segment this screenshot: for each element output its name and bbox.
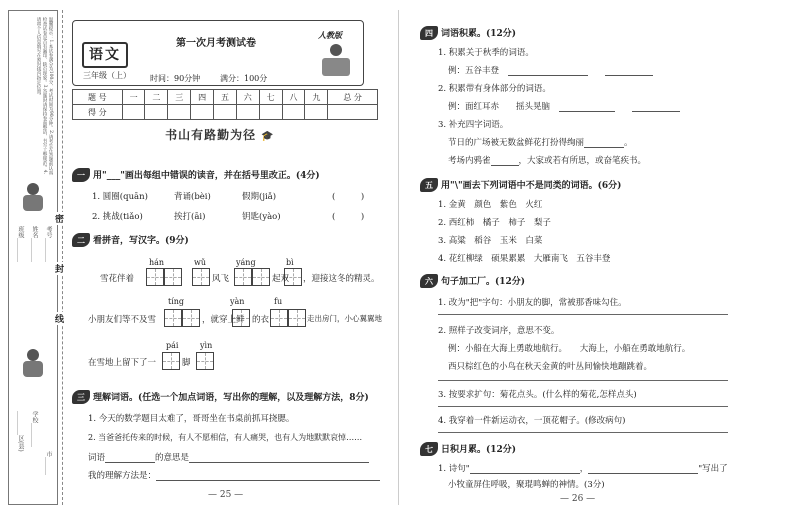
q5-item[interactable]: 4. 花红柳绿 硕果累累 大雁南飞 五谷丰登: [438, 254, 611, 264]
char-box[interactable]: [288, 309, 306, 327]
q4-item-3: 3. 补充四字词语。: [438, 120, 509, 130]
seal-char-mi: 密: [55, 212, 64, 225]
q6-sentence: 西只棕红色的小鸟在秋天金黄的叶丛间愉快地蹦跳着。: [448, 362, 653, 372]
answer-line[interactable]: [438, 406, 728, 407]
q2-text: 脚: [182, 358, 191, 368]
field-school[interactable]: 学校________: [31, 411, 38, 447]
q7-item-1[interactable]: 1. 诗句" ， "写出了: [438, 464, 728, 474]
score-cell[interactable]: [214, 105, 237, 120]
exam-title: 第一次月考测试卷: [176, 38, 256, 49]
answer-line[interactable]: [438, 432, 728, 433]
subject-label: 语文: [82, 42, 128, 68]
field-class[interactable]: 班级________: [17, 226, 24, 262]
q2-text: 小朋友们等不及雪: [88, 315, 157, 325]
q2-text: 走出房门，小心翼翼地: [307, 314, 382, 323]
score-header-cell: 三: [168, 90, 191, 105]
score-header-cell: 九: [305, 90, 328, 105]
score-cell[interactable]: [168, 105, 191, 120]
q5-item[interactable]: 1. 金黄 颜色 紫色 火红: [438, 200, 543, 210]
score-header-cell: 五: [214, 90, 237, 105]
exam-notice: 温馨提示：1.本试卷满分为100分，考试时间为90分钟。2.请考生在答题前认真检查试卷是否有漏印、缺页现象。3.答题时请保持卷面整洁，书写工整规范。4.请将个人信息填写在密封线内指定位置。: [36, 17, 53, 175]
q3-badge: 三: [72, 390, 90, 404]
q4-fill-1[interactable]: 节日的广场被无数盆鲜花打扮得绚丽 。: [448, 138, 633, 148]
page-number-right: — 26 —: [560, 494, 596, 504]
pinyin-yan: yàn: [230, 297, 245, 306]
score-table: [72, 89, 378, 120]
reading-child-illustration: [318, 44, 354, 80]
score-cell[interactable]: [282, 105, 305, 120]
q6-item-2: 2. 照样子改变词序，意思不变。: [438, 326, 560, 336]
char-box[interactable]: [164, 309, 182, 327]
q5-heading: 五 用"\"画去下列词语中不是同类的词语。(6分): [420, 178, 621, 192]
q2-heading: 二 看拼音，写汉字。(9分): [72, 233, 189, 247]
char-box[interactable]: [182, 309, 200, 327]
q6-badge: 六: [420, 274, 438, 288]
char-box[interactable]: [234, 268, 252, 286]
page-number-left: — 25 —: [208, 490, 244, 500]
score-header-cell: 一: [122, 90, 145, 105]
char-box[interactable]: [252, 268, 270, 286]
q4-example-1[interactable]: 例：五谷丰登: [448, 64, 653, 76]
char-box[interactable]: [192, 268, 210, 286]
q4-item-2: 2. 积累带有身体部分的词语。: [438, 84, 551, 94]
answer-line[interactable]: [438, 314, 728, 315]
score-row-label: 得 分: [73, 105, 123, 120]
q6-item-4: 4. 我穿着一件新运动衣，一顶花帽子。(修改病句): [438, 416, 626, 426]
score-cell[interactable]: [236, 105, 259, 120]
q2-text: 雪花伴着: [100, 274, 135, 284]
q4-heading: 四 词语积累。(12分): [420, 26, 516, 40]
field-district[interactable]: ________区(县): [17, 411, 24, 452]
q2-badge: 二: [72, 233, 90, 247]
time-label: 时间：90分钟: [150, 74, 201, 83]
score-cell[interactable]: [328, 105, 378, 120]
q3-item-2: 2. 当爸爸托传来的时候，有人不愿相信，有人痛哭，也有人为地默默哀悼……: [88, 433, 363, 442]
field-city[interactable]: 市______: [45, 451, 52, 475]
q2-text: 的衣: [252, 315, 270, 325]
q6-example: 例：小船在大海上勇敢地航行。 大海上，小船在勇敢地航行。: [448, 344, 691, 354]
char-box[interactable]: [164, 268, 182, 286]
pinyin-han: hán: [149, 258, 165, 267]
q5-item[interactable]: 3. 高粱 稻谷 玉米 白菜: [438, 236, 543, 246]
q4-item-1: 1. 积累关于秋季的词语。: [438, 48, 534, 58]
q2-text: ，就穿上鲜: [202, 315, 245, 325]
score-header-cell: 题 号: [73, 90, 123, 105]
q3-heading: 三 理解词语。(任选一个加点词语，写出你的理解，以及理解方法，8分): [72, 390, 369, 404]
pinyin-ting: tíng: [168, 297, 185, 306]
score-cell[interactable]: [145, 105, 168, 120]
score-cell[interactable]: [305, 105, 328, 120]
q1-answer-2[interactable]: ( ): [332, 212, 365, 222]
edition-label: 人教版: [318, 30, 342, 40]
graduation-cap-icon: 🎓: [261, 131, 275, 142]
q7-badge: 七: [420, 442, 438, 456]
score-cell[interactable]: [191, 105, 214, 120]
score-header-cell: 四: [191, 90, 214, 105]
score-header-cell: 八: [282, 90, 305, 105]
q5-item[interactable]: 2. 西红柿 橘子 柿子 梨子: [438, 218, 551, 228]
grade-label: 三年级（上）: [83, 71, 131, 80]
pinyin-yin: yìn: [200, 341, 213, 350]
q6-item-3: 3. 按要求扩句：菊花点头。(什么样的菊花,怎样点头): [438, 390, 637, 400]
q6-item-1: 1. 改为"把"字句：小朋友的脚，常被那香味勾住。: [438, 298, 627, 308]
q4-badge: 四: [420, 26, 438, 40]
score-header-cell: 六: [236, 90, 259, 105]
char-box[interactable]: [196, 352, 214, 370]
q7-heading: 七 日积月累。(12分): [420, 442, 516, 456]
q2-text: 在雪地上留下了一: [88, 358, 157, 368]
q5-badge: 五: [420, 178, 438, 192]
pinyin-yang: yáng: [236, 258, 256, 267]
student-figure-2: [21, 349, 45, 379]
q1-answer-1[interactable]: ( ): [332, 192, 365, 202]
q2-text: ，迎接这冬的精灵。: [303, 274, 380, 284]
pinyin-bi: bì: [286, 258, 294, 267]
pinyin-pai: pái: [166, 341, 179, 350]
q7-item-1-cont: 小牧童屏住呼吸，聚琨鸣蝉的神情。(3分): [448, 480, 605, 490]
seal-char-xian: 线: [55, 312, 64, 325]
char-box[interactable]: [270, 309, 288, 327]
q1-badge: 一: [72, 168, 90, 182]
motto-text: 书山有路勤为径: [165, 128, 257, 142]
student-figure-1: [21, 183, 45, 213]
pinyin-fu: fu: [274, 297, 283, 306]
char-box[interactable]: [162, 352, 180, 370]
page-divider: [398, 10, 399, 505]
motto-banner: [120, 126, 320, 148]
score-cell[interactable]: [122, 105, 145, 120]
q4-example-2[interactable]: 例：面红耳赤 摇头晃脑: [448, 100, 680, 112]
field-number[interactable]: 考号________: [45, 226, 52, 262]
score-header-cell: 七: [259, 90, 282, 105]
answer-line[interactable]: [438, 380, 728, 381]
q2-text: 风飞: [212, 274, 230, 284]
pinyin-wu: wǔ: [194, 258, 206, 267]
char-box[interactable]: [146, 268, 164, 286]
score-cell[interactable]: [259, 105, 282, 120]
seal-line: [62, 10, 63, 505]
field-name[interactable]: 姓名________: [31, 226, 38, 262]
q3-word-line[interactable]: 词语 的意思是: [88, 451, 369, 463]
q6-heading: 六 句子加工厂。(12分): [420, 274, 525, 288]
binding-sideband: [8, 10, 58, 505]
score-header-cell: 二: [145, 90, 168, 105]
q3-method-line[interactable]: 我的理解方法是：: [88, 469, 380, 481]
seal-char-feng: 封: [55, 262, 64, 275]
q2-text: 起双: [272, 274, 290, 284]
q1-heading: 一 用"___"画出每组中错误的读音，并在括号里改正。(4分): [72, 168, 320, 182]
score-header-cell: 总 分: [328, 90, 378, 105]
q3-item-1: 1. 今天的数学题目太难了，哥哥坐在书桌前抓耳挠腮。: [88, 414, 295, 424]
score-label: 满分：100分: [220, 74, 268, 83]
q4-fill-2[interactable]: 考场内鸦雀 ，大家或若有所思，或奋笔疾书。: [448, 156, 647, 166]
